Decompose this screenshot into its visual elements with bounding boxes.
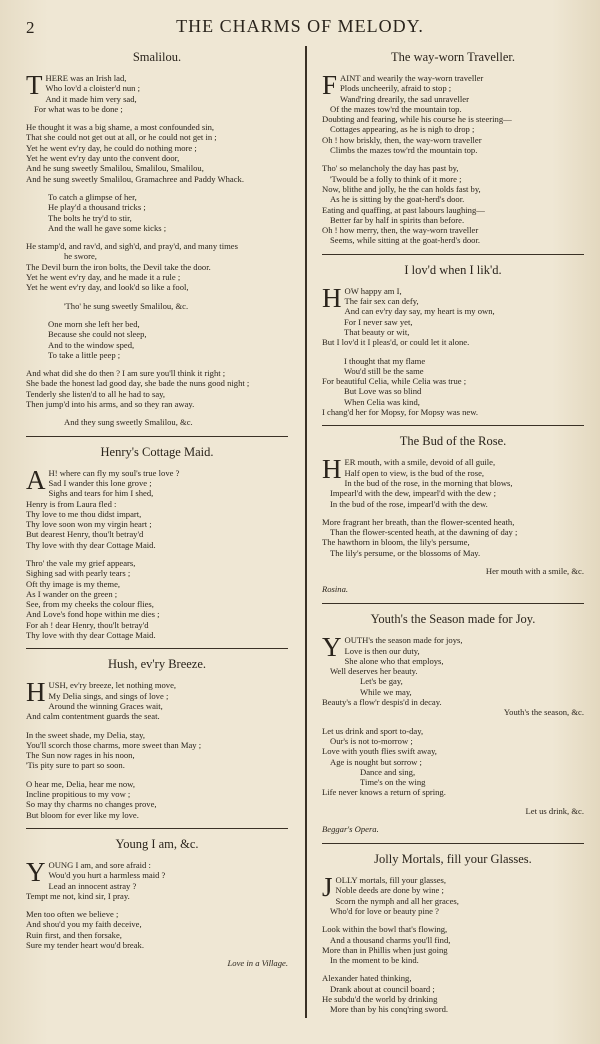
stanza bbox=[26, 779, 288, 820]
verse-line: In the bud of the rose, in the morning that blows, bbox=[344, 477, 513, 488]
song bbox=[26, 657, 288, 820]
verse-line: Yet he went ev'ry day, and he made it a rule ; bbox=[26, 272, 181, 283]
song-title: Henry's Cottage Maid. bbox=[100, 444, 214, 459]
page-header bbox=[22, 12, 578, 38]
verse-line: Look within the bowl that's flowing, bbox=[322, 924, 448, 935]
verse-line: Tho' so melancholy the day has past by, bbox=[322, 163, 459, 174]
verse-line: Time's on the wing bbox=[360, 777, 426, 788]
verse-line: And calm contentment guards the seat. bbox=[26, 711, 160, 722]
verse-line: Cottages appearing, as he is nigh to drop ; bbox=[330, 124, 475, 135]
stanza bbox=[322, 356, 584, 418]
verse-line: H! where can fly my soul's true love ? bbox=[48, 467, 180, 478]
verse-line: To take a little peep ; bbox=[48, 349, 121, 360]
stanza bbox=[322, 454, 584, 509]
verse-line: And what did she do then ? I am sure you'll think it right ; bbox=[26, 368, 226, 379]
verse-line: Ruin first, and then forsake, bbox=[26, 929, 122, 940]
verse-line: She alone who that employs, bbox=[344, 655, 444, 666]
stanza bbox=[26, 558, 288, 640]
verse-line: Well deserves her beauty. bbox=[330, 666, 418, 677]
verse-line: Than the flower-scented heath, at the dawning of day ; bbox=[330, 527, 518, 538]
verse-line: Oh ! how merry, then, the way-worn traveller bbox=[322, 225, 479, 236]
stanza bbox=[26, 122, 288, 184]
verse-line: He thought it was a big shame, a most confounded sin, bbox=[26, 122, 215, 133]
verse-line: The fair sex can defy, bbox=[344, 296, 419, 307]
song bbox=[26, 837, 288, 969]
stanza bbox=[26, 464, 288, 550]
verse-line: That beauty or wit, bbox=[344, 326, 410, 337]
verse-line: The hawthorn in bloom, the lily's persume, bbox=[322, 537, 470, 548]
verse-line: Incline propitious to my vow ; bbox=[26, 789, 131, 800]
verse-line: Around the winning Graces wait, bbox=[48, 700, 163, 711]
column-divider bbox=[305, 46, 307, 1018]
verse-line: Of the mazes tow'rd the mountain top. bbox=[330, 103, 462, 114]
verse-line: See, from my cheeks the colour flies, bbox=[26, 599, 154, 610]
verse-line: Youth's the season, &c. bbox=[503, 707, 584, 718]
verse-line: She bade the honest lad good day, she bade the nuns good night ; bbox=[26, 378, 250, 389]
verse-line: And he sung sweetly Smalilou, Gramachree and Paddy Whack. bbox=[26, 173, 244, 184]
stanza bbox=[322, 872, 584, 916]
verse-line: And shou'd you my faith deceive, bbox=[26, 919, 142, 930]
drop-cap-letter: T bbox=[26, 70, 43, 100]
verse-line: 'Tis pity sure to part so soon. bbox=[26, 760, 125, 771]
verse-line: Thy love with thy dear Cottage Maid. bbox=[26, 630, 156, 641]
stanza bbox=[26, 192, 288, 233]
drop-cap-letter: A bbox=[26, 464, 46, 495]
stanza bbox=[26, 909, 288, 950]
verse-line: OLLY mortals, fill your glasses, bbox=[335, 875, 447, 886]
verse-line: Better far by half in spirits than before. bbox=[330, 214, 465, 225]
song bbox=[26, 50, 288, 428]
verse-line: Love with youth flies swift away, bbox=[322, 746, 437, 757]
verse-line: For ah ! dear Henry, thou'lt betray'd bbox=[26, 619, 149, 630]
song-separator-rule bbox=[26, 828, 288, 829]
verse-line: For beautiful Celia, while Celia was true ; bbox=[322, 376, 467, 387]
verse-line: To catch a glimpse of her, bbox=[48, 191, 137, 202]
verse-line: Alexander hated thinking, bbox=[322, 973, 412, 984]
song-title: Smalilou. bbox=[132, 50, 182, 64]
stanza bbox=[322, 282, 584, 348]
verse-line: As I wander on the green ; bbox=[26, 588, 118, 599]
verse-line: Yet he went ev'ry day unto the convent door, bbox=[26, 153, 180, 164]
song-separator-rule bbox=[322, 254, 584, 255]
verse-line: Thy love soon won my virgin heart ; bbox=[26, 519, 152, 530]
song-separator-rule bbox=[26, 648, 288, 649]
song-separator-rule bbox=[322, 603, 584, 604]
verse-line: Sad I wander this lone grove ; bbox=[48, 477, 152, 488]
verse-line: Let us drink and sport to-day, bbox=[322, 725, 424, 736]
verse-line: Her mouth with a smile, &c. bbox=[485, 565, 584, 576]
song bbox=[322, 50, 584, 246]
verse-line: Because she could not sleep, bbox=[48, 329, 147, 340]
verse-line: That she could not get out at all, or he could not get in ; bbox=[26, 132, 217, 143]
verse-line: Doubting and fearing, while his course he is steering— bbox=[322, 114, 512, 125]
stanza bbox=[322, 632, 584, 718]
verse-line: In the bud of the rose, impearl'd with the dew. bbox=[330, 498, 488, 509]
verse-line: Let us drink, &c. bbox=[525, 805, 584, 816]
verse-line: In the moment to be kind. bbox=[330, 955, 419, 966]
left-column bbox=[26, 46, 288, 1026]
stanza bbox=[322, 924, 584, 965]
verse-line: Wou'd still be the same bbox=[344, 365, 424, 376]
song-title: The Bud of the Rose. bbox=[399, 434, 507, 449]
verse-line: Tenderly she listen'd to all he had to say, bbox=[26, 388, 166, 399]
verse-line: Who'd for love or beauty pine ? bbox=[330, 905, 439, 916]
verse-line: Yet he went ev'ry day, he could do nothing more ; bbox=[26, 142, 197, 153]
song bbox=[322, 434, 584, 595]
verse-line: Tempt me not, kind sir, I pray. bbox=[26, 890, 130, 901]
verse-line: And the wall he gave some kicks ; bbox=[48, 222, 167, 233]
verse-line: OW happy am I, bbox=[344, 285, 402, 296]
verse-line: But bloom for ever like my love. bbox=[26, 809, 139, 820]
song-source-credit: Beggar's Opera. bbox=[322, 824, 379, 835]
verse-line: Sighs and tears for him I shed, bbox=[48, 488, 154, 499]
verse-line: My Delia sings, and sings of love ; bbox=[48, 690, 169, 701]
verse-line: Eating and quaffing, at past labours laughing— bbox=[322, 204, 485, 215]
stanza bbox=[322, 517, 584, 558]
right-column bbox=[322, 46, 584, 1026]
verse-line: AINT and wearily the way-worn traveller bbox=[340, 73, 484, 83]
verse-line: And Love's fond hope within me dies ; bbox=[26, 609, 160, 620]
verse-line: Seems, while sitting at the goat-herd's door. bbox=[330, 235, 481, 246]
verse-line: He play'd a thousand tricks ; bbox=[48, 202, 146, 213]
verse-line: As he is sitting by the goat-herd's door. bbox=[330, 194, 465, 205]
stanza bbox=[26, 368, 288, 409]
stanza bbox=[322, 163, 584, 245]
song-title: The way-worn Traveller. bbox=[391, 50, 515, 64]
verse-line: USH, ev'ry breeze, let nothing move, bbox=[48, 680, 177, 691]
verse-line: More fragrant her breath, than the flower-scented heath, bbox=[322, 516, 515, 527]
song-title: Jolly Mortals, fill your Glasses. bbox=[374, 852, 532, 867]
verse-line: More than by his conq'ring sword. bbox=[330, 1004, 449, 1015]
song-separator-rule bbox=[322, 843, 584, 844]
verse-line: Climbs the mazes tow'rd the mountain top. bbox=[330, 145, 478, 156]
verse-line: He stamp'd, and rav'd, and sigh'd, and pray'd, and many times bbox=[26, 241, 238, 252]
verse-line: Sighing sad with pearly tears ; bbox=[26, 568, 131, 579]
stanza bbox=[26, 301, 288, 311]
page-number: 2 bbox=[26, 18, 35, 37]
verse-line: But I lov'd it I pleas'd, or could let it alone. bbox=[322, 337, 470, 348]
stanza bbox=[322, 566, 584, 576]
verse-line: Thy love to me thou didst impart, bbox=[26, 508, 142, 519]
verse-line: ER mouth, with a smile, devoid of all guile, bbox=[344, 457, 496, 468]
verse-line: More than in Phillis when just going bbox=[322, 944, 448, 955]
verse-line: Thro' the vale my grief appears, bbox=[26, 557, 136, 568]
verse-line: Sure my tender heart wou'd break. bbox=[26, 940, 145, 950]
verse-line: Dance and sing, bbox=[360, 766, 416, 777]
song-title: Youth's the Season made for Joy. bbox=[370, 612, 536, 627]
running-title: THE CHARMS OF MELODY. bbox=[176, 16, 424, 36]
verse-line: And a thousand charms you'll find, bbox=[330, 934, 451, 945]
verse-line: The bolts he try'd to stir, bbox=[48, 212, 132, 223]
stanza bbox=[26, 677, 288, 722]
stanza bbox=[26, 319, 288, 360]
song-title: I lov'd when I lik'd. bbox=[404, 262, 502, 277]
stanza bbox=[322, 70, 584, 156]
verse-line: In the sweet shade, my Delia, stay, bbox=[26, 729, 146, 740]
stanza bbox=[322, 726, 584, 798]
verse-line: Yet he went ev'ry day, and look'd so like a fool, bbox=[26, 282, 189, 293]
verse-line: Then jump'd into his arms, and so they ran away. bbox=[26, 399, 195, 410]
song-separator-rule bbox=[26, 436, 288, 437]
verse-line: OUNG I am, and sore afraid : bbox=[48, 859, 151, 870]
verse-line: Impearl'd with the dew, impearl'd with the dew ; bbox=[330, 488, 497, 499]
verse-line: Henry is from Laura fled : bbox=[26, 498, 117, 509]
verse-line: But dearest Henry, thou'lt betray'd bbox=[26, 529, 144, 540]
song-title: Young I am, &c. bbox=[115, 836, 199, 851]
verse-line: Love is then our duty, bbox=[344, 645, 420, 656]
verse-line: 'Twould be a folly to think of it more ; bbox=[330, 173, 462, 184]
verse-line: Wand'ring drearily, the sad unraveller bbox=[340, 93, 469, 104]
verse-line: When Celia was kind, bbox=[344, 396, 420, 407]
verse-line: For what was to be done ; bbox=[34, 103, 123, 114]
stanza bbox=[322, 806, 584, 816]
verse-line: While we may, bbox=[360, 686, 412, 697]
verse-line: Drank about at council board ; bbox=[330, 983, 435, 994]
verse-line: The Sun now rages in his noon, bbox=[26, 750, 135, 761]
verse-line: And it made him very sad, bbox=[45, 93, 137, 104]
verse-line: I chang'd her for Mopsy, for Mopsy was new. bbox=[322, 407, 479, 418]
verse-line: OUTH's the season made for joys, bbox=[344, 635, 463, 646]
verse-line: He subdu'd the world by drinking bbox=[322, 994, 438, 1004]
song-title: Hush, ev'ry Breeze. bbox=[107, 657, 207, 672]
verse-line: Noble deeds are done by wine ; bbox=[335, 885, 444, 896]
verse-line: Oh ! how briskly, then, the way-worn traveller bbox=[322, 134, 482, 145]
verse-line: You'll scorch those charms, more sweet than May ; bbox=[26, 739, 202, 750]
verse-line: Now, blithe and jolly, he the can holds fast by, bbox=[322, 183, 481, 194]
drop-cap-letter: Y bbox=[322, 632, 342, 663]
verse-line: Beauty's a flow'r despis'd in decay. bbox=[322, 697, 442, 708]
song bbox=[26, 445, 288, 641]
verse-line: Wou'd you hurt a harmless maid ? bbox=[48, 870, 166, 881]
drop-cap-letter: H bbox=[26, 677, 46, 708]
verse-line: So may thy charms no changes prove, bbox=[26, 799, 157, 810]
stanza bbox=[26, 241, 288, 292]
verse-line: Men too often we believe ; bbox=[26, 909, 119, 920]
verse-line: The Devil burn the iron bolts, the Devil take the door. bbox=[26, 261, 211, 272]
song bbox=[322, 263, 584, 418]
verse-line: HERE was an Irish lad, bbox=[45, 73, 127, 83]
verse-line: And he sung sweetly Smalilou, Smalilou, Smalilou, bbox=[26, 163, 204, 174]
verse-line: Oft thy image is my theme, bbox=[26, 578, 121, 589]
verse-line: Thy love with thy dear Cottage Maid. bbox=[26, 539, 156, 550]
verse-line: Who lov'd a cloister'd nun ; bbox=[45, 83, 141, 94]
drop-cap-letter: H bbox=[322, 282, 342, 313]
verse-line: 'Tho' he sung sweetly Smalilou, &c. bbox=[64, 300, 189, 311]
song-source-credit: Rosina. bbox=[322, 584, 349, 595]
verse-line: Age is nought but sorrow ; bbox=[330, 756, 422, 767]
verse-line: I thought that my flame bbox=[344, 355, 426, 366]
song-source-credit: Love in a Village. bbox=[227, 958, 288, 969]
verse-line: One morn she left her bed, bbox=[48, 318, 140, 329]
drop-cap-letter: F bbox=[322, 70, 338, 100]
stanza bbox=[322, 973, 584, 1014]
drop-cap-letter: H bbox=[322, 454, 342, 485]
stanza bbox=[26, 70, 288, 114]
verse-line: he swore, bbox=[64, 251, 97, 262]
drop-cap-letter: Y bbox=[26, 856, 46, 887]
song-separator-rule bbox=[322, 425, 584, 426]
song bbox=[322, 612, 584, 835]
verse-line: And can ev'ry day say, my heart is my own, bbox=[344, 306, 495, 317]
verse-line: Half open to view, is the bud of the rose, bbox=[344, 467, 485, 478]
stanza bbox=[26, 730, 288, 771]
stanza bbox=[26, 856, 288, 901]
verse-line: Scorn the nymph and all her graces, bbox=[335, 895, 459, 906]
song bbox=[322, 852, 584, 1015]
verse-line: Let's be gay, bbox=[360, 676, 403, 687]
verse-line: Lead an innocent astray ? bbox=[48, 880, 137, 891]
drop-cap-letter: J bbox=[322, 872, 333, 903]
verse-line: But Love was so blind bbox=[344, 386, 422, 397]
verse-line: And they sung sweetly Smalilou, &c. bbox=[64, 417, 193, 428]
stanza bbox=[26, 417, 288, 427]
verse-line: And to the window sped, bbox=[48, 339, 135, 350]
verse-line: For I never saw yet, bbox=[344, 316, 413, 327]
verse-line: The lily's persume, or the blossoms of May. bbox=[330, 547, 481, 558]
verse-line: Plods uncheerily, afraid to stop ; bbox=[340, 83, 452, 94]
verse-line: Life never knows a return of spring. bbox=[322, 787, 446, 798]
verse-line: Our's is not to-morrow ; bbox=[330, 735, 413, 746]
verse-line: O hear me, Delia, hear me now, bbox=[26, 778, 135, 789]
